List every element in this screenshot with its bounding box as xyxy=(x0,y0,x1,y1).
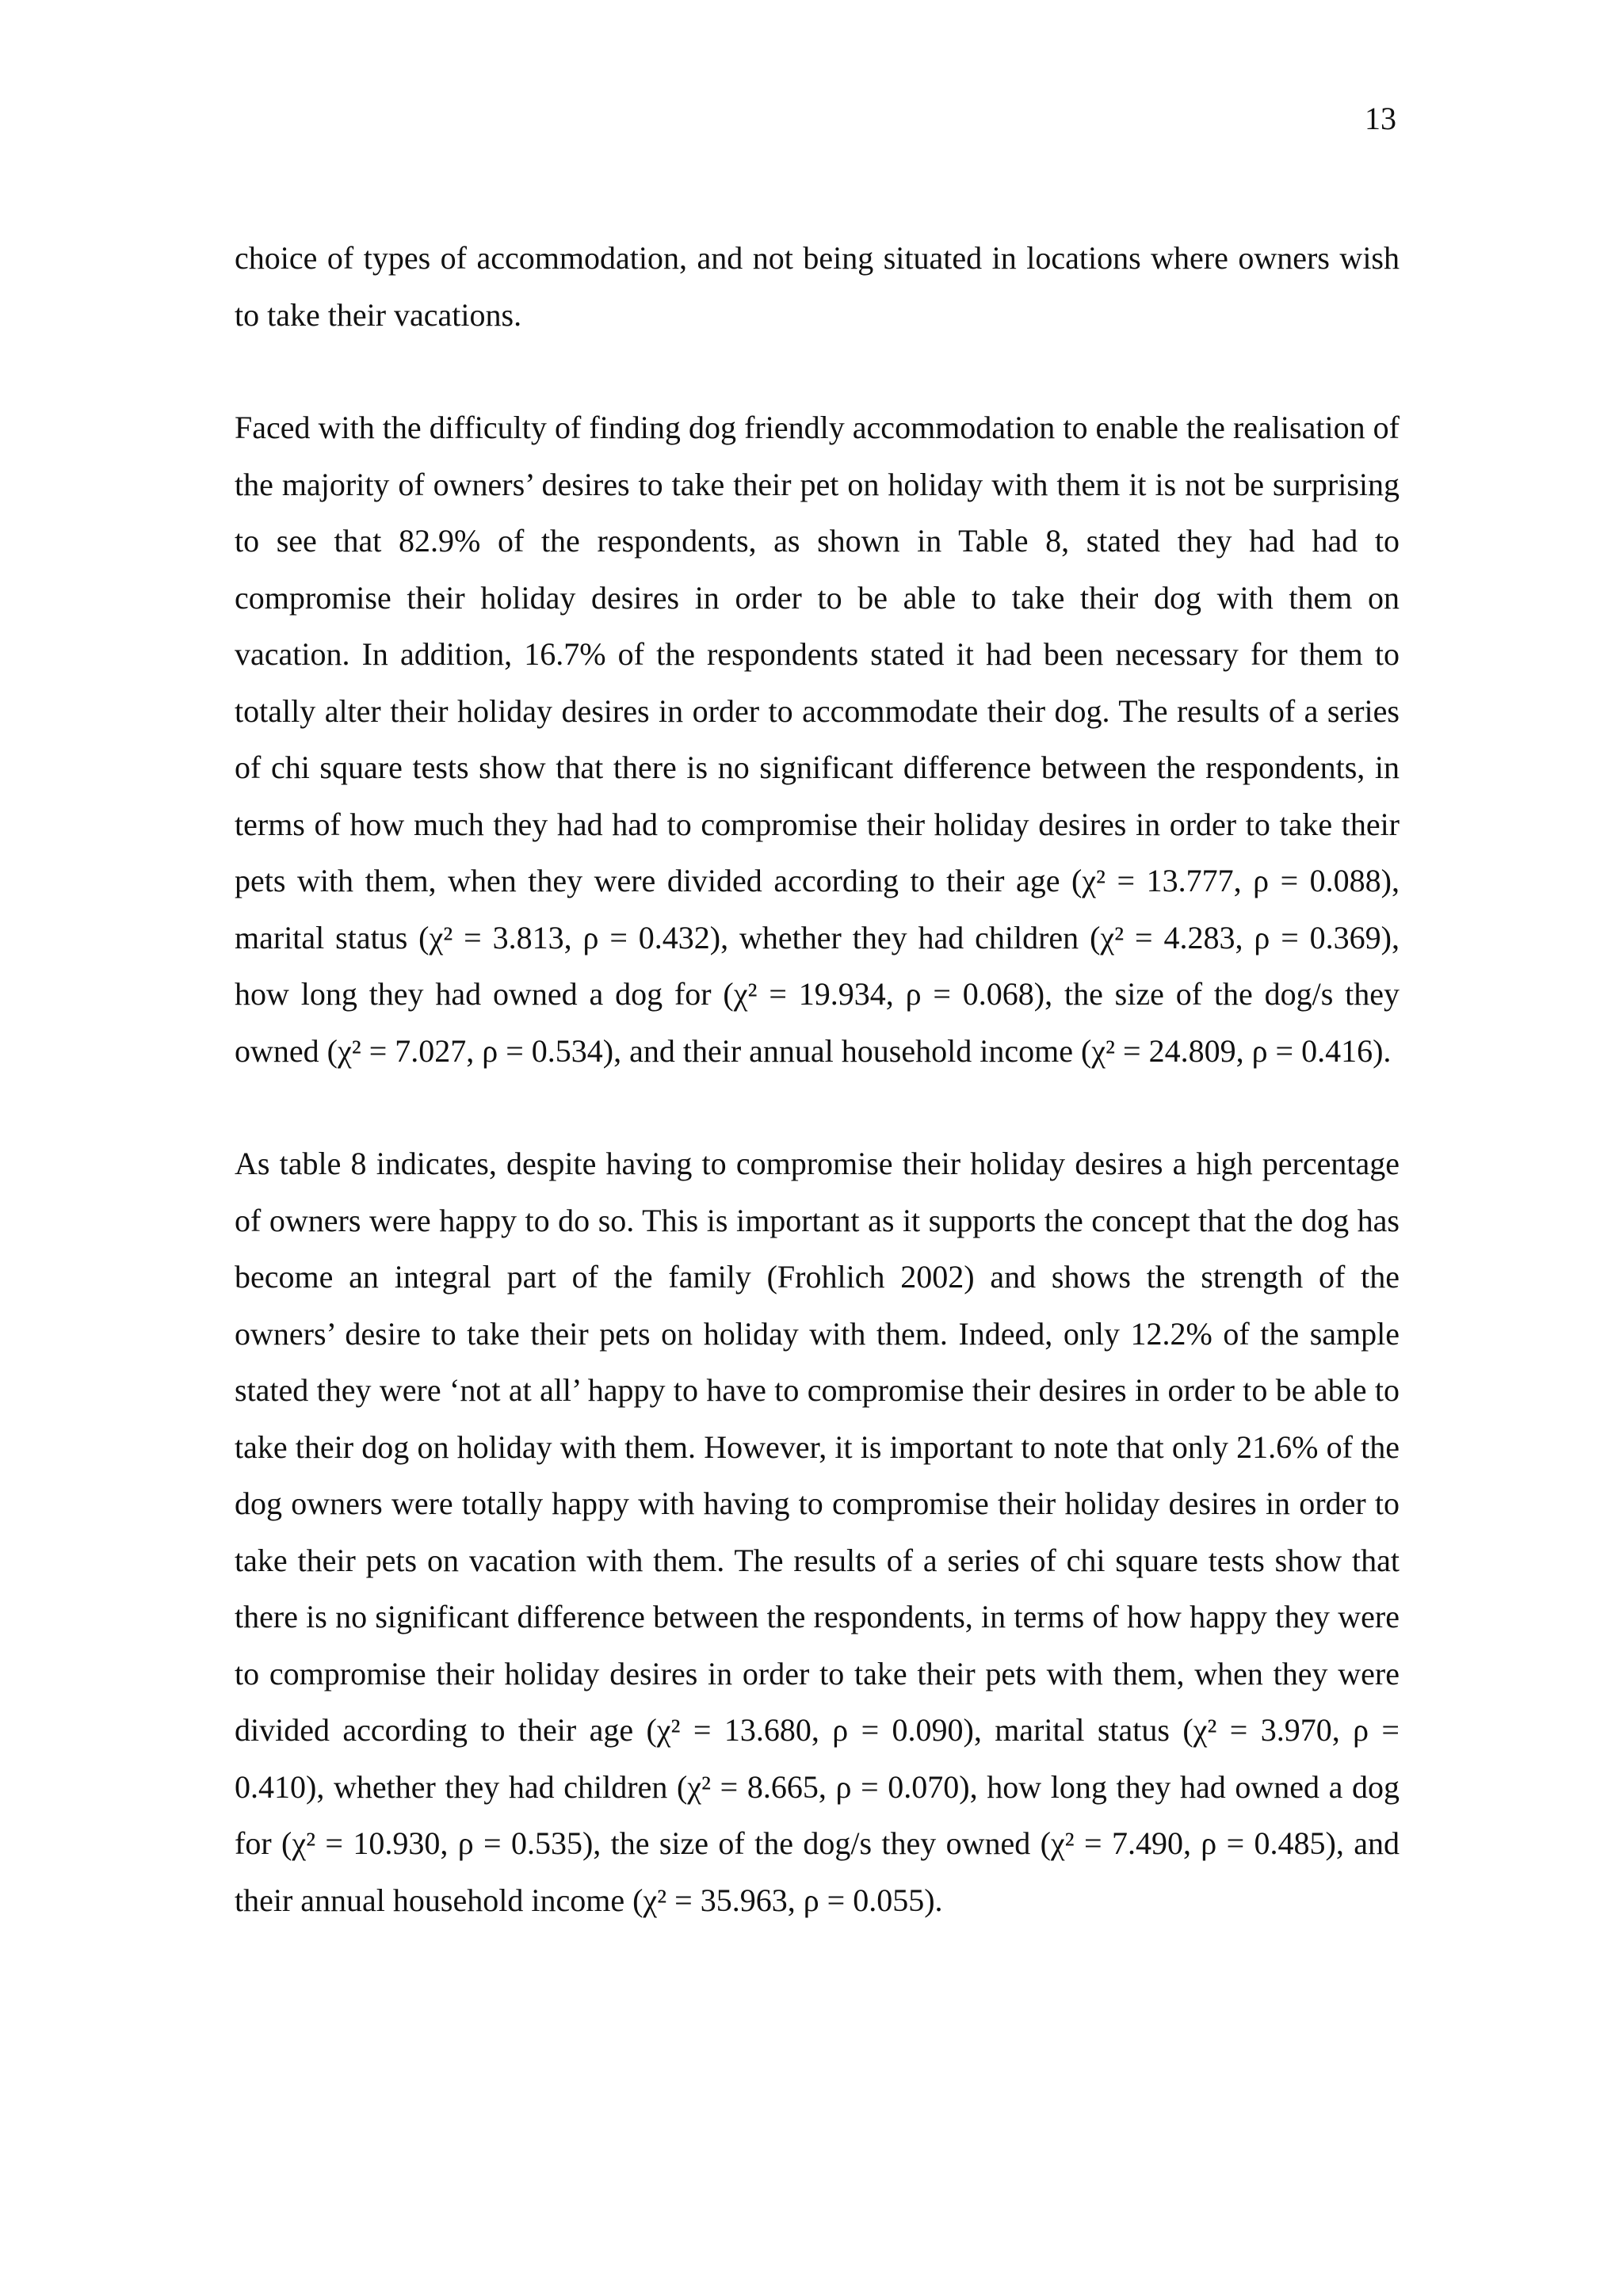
page-number: 13 xyxy=(1365,101,1396,136)
paragraph-holiday-compromise: Faced with the difficulty of finding dog friendly accommodation to enable the realisation of the majority of owners’ desires to take their pet on holiday with them it is not be surprising to see that 82.9% of the respondents, as shown in Table 8, stated they had had to compromise their holiday desires in order to be able to take their dog with them on vacation. In addition, 16.7% of the respondents stated it had been necessary for them to totally alter their holiday desires in order to accommodate their dog. The results of a series of chi square tests show that there is no significant difference between the respondents, in terms of how much they had had to compromise their holiday desires in order to take their pets with them, when they were divided according to their age (χ² = 13.777, ρ = 0.088), marital status (χ² = 3.813, ρ = 0.432), whether they had children (χ² = 4.283, ρ = 0.369), how long they had owned a dog for (χ² = 19.934, ρ = 0.068), the size of the dog/s they owned (χ² = 7.027, ρ = 0.534), and their annual household income (χ² = 24.809, ρ = 0.416). xyxy=(235,410,1400,1069)
document-body xyxy=(235,230,1400,1928)
paragraph-happiness-compromise: As table 8 indicates, despite having to compromise their holiday desires a high percentage of owners were happy to do so. This is important as it supports the concept that the dog has become an integral part of the family (Frohlich 2002) and shows the strength of the owners’ desire to take their pets on holiday with them. Indeed, only 12.2% of the sample stated they were ‘not at all’ happy to have to compromise their desires in order to be able to take their dog on holiday with them. However, it is important to note that only 21.6% of the dog owners were totally happy with having to compromise their holiday desires in order to take their pets on vacation with them. The results of a series of chi square tests show that there is no significant difference between the respondents, in terms of how happy they were to compromise their holiday desires in order to take their pets with them, when they were divided according to their age (χ² = 13.680, ρ = 0.090), marital status (χ² = 3.970, ρ = 0.410), whether they had children (χ² = 8.665, ρ = 0.070), how long they had owned a dog for (χ² = 10.930, ρ = 0.535), the size of the dog/s they owned (χ² = 7.490, ρ = 0.485), and their annual household income (χ² = 35.963, ρ = 0.055). xyxy=(235,1146,1400,1918)
paragraph-accommodation-locations: choice of types of accommodation, and not being situated in locations where owners wish to take their vacations. xyxy=(235,240,1400,333)
